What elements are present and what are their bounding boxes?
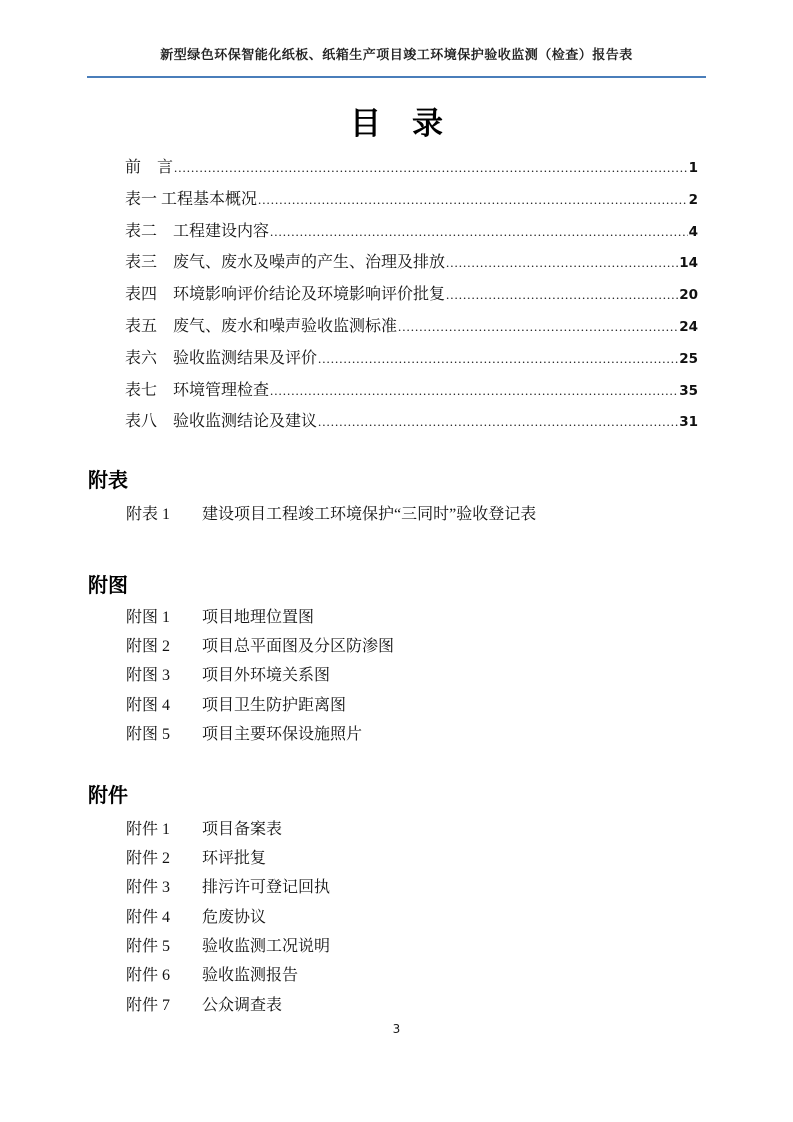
appendix-figure-item-title: 项目主要环保设施照片 xyxy=(202,726,363,744)
appendix-figure-item-title: 项目外环境关系图 xyxy=(202,667,331,685)
toc-entry-page: 4 xyxy=(688,223,698,240)
toc-entry-page: 24 xyxy=(679,318,698,335)
toc-dot-leader xyxy=(258,191,688,209)
toc-entry xyxy=(125,281,698,313)
appendix-tables-heading: 附表 xyxy=(88,470,128,493)
toc-entry xyxy=(125,249,698,281)
toc-entry xyxy=(125,408,698,440)
table-of-contents xyxy=(87,154,706,440)
toc-dot-leader xyxy=(270,223,688,241)
toc-entry-label: 表八 验收监测结论及建议 xyxy=(125,413,318,431)
appendix-figure-item-title: 项目卫生防护距离图 xyxy=(202,696,347,714)
toc-dot-leader xyxy=(446,286,678,304)
attachment-item-title: 验收监测报告 xyxy=(202,967,299,985)
toc-entry xyxy=(125,345,698,377)
appendix-figure-item-label: 附图 4 xyxy=(126,696,171,714)
attachment-item-label: 附件 2 xyxy=(126,849,171,867)
toc-entry-label: 表六 验收监测结果及评价 xyxy=(125,349,318,367)
appendix-figure-item-title: 项目总平面图及分区防渗图 xyxy=(202,637,395,655)
toc-entry xyxy=(125,218,698,250)
attachments-heading: 附件 xyxy=(88,784,128,807)
toc-entry-page: 31 xyxy=(679,414,698,431)
attachment-item xyxy=(88,874,706,903)
toc-entry-page: 2 xyxy=(688,191,698,208)
attachment-item-label: 附件 7 xyxy=(126,996,171,1014)
toc-entry-page: 14 xyxy=(679,255,698,272)
toc-entry-label: 表五 废气、废水和噪声验收监测标准 xyxy=(125,317,398,335)
attachment-item xyxy=(88,904,706,933)
toc-entry-label: 前 言 xyxy=(125,159,174,176)
toc-dot-leader xyxy=(446,254,678,272)
toc-entry-label: 表三 废气、废水及噪声的产生、治理及排放 xyxy=(125,254,446,272)
page-header xyxy=(87,0,706,78)
appendix-figure-item-label: 附图 1 xyxy=(126,608,171,626)
toc-dot-leader xyxy=(270,382,678,400)
page-title: 目 录 xyxy=(350,106,443,141)
toc-entry-label: 表七 环境管理检查 xyxy=(125,381,270,399)
attachment-item xyxy=(88,816,706,845)
appendix-tables-section xyxy=(88,464,706,530)
attachment-item-label: 附件 3 xyxy=(126,879,171,897)
toc-dot-leader xyxy=(174,159,688,177)
appendix-table-item-label: 附表 1 xyxy=(126,506,171,524)
attachment-item xyxy=(88,933,706,962)
appendix-figure-item xyxy=(88,692,706,721)
attachment-item xyxy=(88,992,706,1021)
toc-entry-page: 1 xyxy=(688,160,698,176)
attachment-item-label: 附件 1 xyxy=(126,820,171,838)
attachment-item-title: 验收监测工况说明 xyxy=(202,938,331,956)
attachment-item-title: 公众调查表 xyxy=(202,996,283,1014)
attachment-item-title: 排污许可登记回执 xyxy=(202,879,331,897)
toc-entry-page: 20 xyxy=(679,287,698,304)
attachment-item xyxy=(88,962,706,991)
appendix-figure-item xyxy=(88,721,706,750)
attachment-item-title: 项目备案表 xyxy=(202,820,283,838)
appendix-figures-section xyxy=(88,569,706,751)
attachment-item-label: 附件 5 xyxy=(126,938,171,956)
toc-dot-leader xyxy=(318,350,678,368)
appendix-figure-item-label: 附图 3 xyxy=(126,667,171,685)
page-number: 3 xyxy=(392,1022,401,1036)
attachment-item-label: 附件 4 xyxy=(126,908,171,926)
toc-entry xyxy=(125,186,698,218)
toc-entry-label: 表一 工程基本概况 xyxy=(125,190,258,208)
appendix-figures-heading: 附图 xyxy=(88,574,128,597)
appendix-figure-item xyxy=(88,662,706,691)
appendix-table-item-title: 建设项目工程竣工环境保护“三同时”验收登记表 xyxy=(202,506,537,524)
toc-entry xyxy=(125,377,698,409)
appendix-table-item xyxy=(88,501,706,530)
attachment-item-label: 附件 6 xyxy=(126,967,171,985)
appendix-figure-item xyxy=(88,604,706,633)
appendix-figure-item xyxy=(88,633,706,662)
toc-dot-leader xyxy=(318,413,678,431)
toc-entry xyxy=(125,154,698,186)
page-header-title: 新型绿色环保智能化纸板、纸箱生产项目竣工环境保护验收监测（检查）报告表 xyxy=(160,47,633,62)
attachment-item xyxy=(88,845,706,874)
appendix-figure-item-label: 附图 2 xyxy=(126,637,171,655)
toc-entry-label: 表四 环境影响评价结论及环境影响评价批复 xyxy=(125,286,446,304)
attachment-item-title: 危废协议 xyxy=(202,908,267,926)
toc-entry xyxy=(125,313,698,345)
toc-entry-page: 35 xyxy=(679,382,698,399)
toc-entry-label: 表二 工程建设内容 xyxy=(125,222,270,240)
attachments-section xyxy=(88,779,706,1022)
toc-entry-page: 25 xyxy=(679,350,698,367)
toc-dot-leader xyxy=(398,318,678,336)
appendix-figure-item-title: 项目地理位置图 xyxy=(202,608,315,626)
appendix-figure-item-label: 附图 5 xyxy=(126,726,171,744)
attachment-item-title: 环评批复 xyxy=(202,849,267,867)
